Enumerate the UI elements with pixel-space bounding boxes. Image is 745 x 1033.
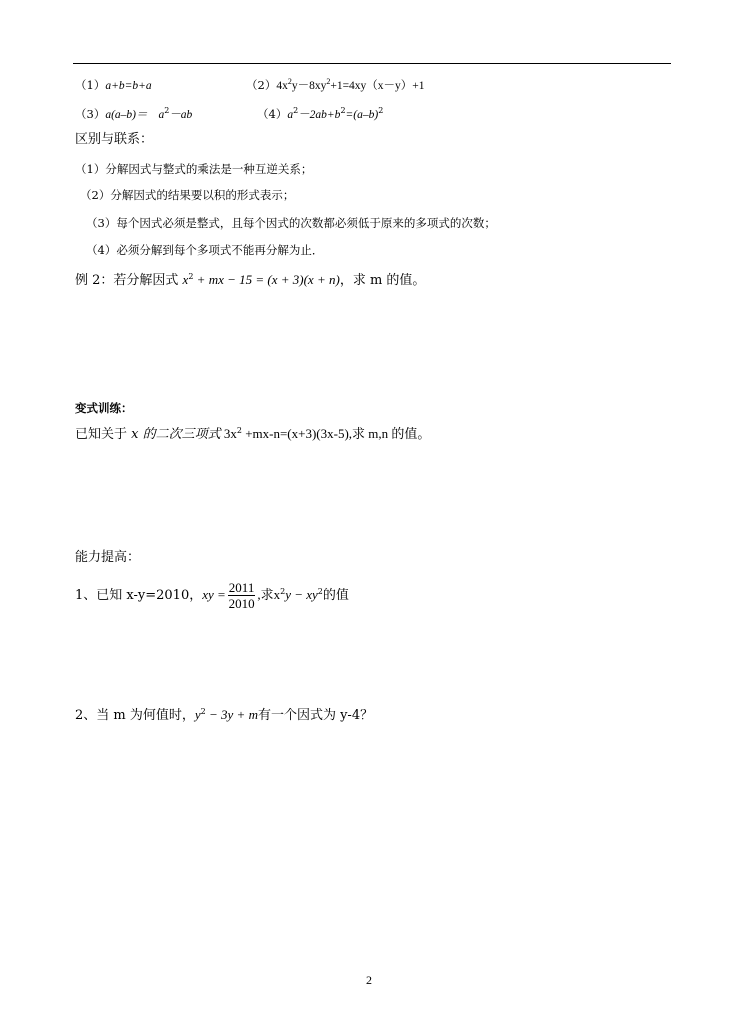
exp-2: 2 (280, 587, 286, 596)
example-2-expr (276, 77, 425, 92)
exp-2: 2 (340, 106, 346, 115)
exp-2: 2 (293, 106, 299, 115)
example-2-prefix: 例 2：若分解因式 (75, 273, 183, 288)
question-2-y: y (194, 707, 201, 722)
exp-2: 2 (317, 587, 323, 596)
question-1-expr-b: y − xy (285, 587, 318, 602)
example-3-part-b: a (158, 109, 165, 121)
example-3-part-c: －ab (169, 109, 193, 121)
example-2-part-b: y－8xy (291, 80, 327, 92)
exp-2: 2 (188, 272, 194, 281)
question-1-xy: xy = (202, 587, 226, 602)
example-4-part-c: =(a–b) (345, 109, 379, 121)
difference-heading: 区别与联系： (75, 132, 154, 147)
exp-2: 2 (326, 77, 331, 86)
question-2-expr: − 3y + m (205, 707, 258, 722)
variant-part-x: x 的二次三项式 (131, 427, 221, 442)
difference-point-3: （3）每个因式必须是整式，且每个因式的次数都必须低于原来的多项式的次数； (86, 216, 496, 230)
example-2-question (75, 272, 425, 289)
difference-point-4: （4）必须分解到每个多项式不能再分解为止． (86, 243, 324, 257)
example-3-part-a: a(a–b)＝ (105, 109, 148, 121)
exp-2: 2 (164, 106, 170, 115)
example-3-label: （3） (75, 107, 106, 121)
example-2-part-a: 4x (276, 80, 288, 92)
example-2-suffix: ，求 m 的值。 (339, 273, 426, 288)
example-4-label: （4） (257, 107, 288, 121)
difference-point-2: （2）分解因式的结果要以积的形式表示； (80, 188, 295, 202)
exp-2: 2 (287, 77, 292, 86)
variant-part-b: 3x (220, 426, 237, 441)
exp-2: 2 (236, 426, 242, 435)
variant-question (75, 426, 430, 443)
example-4-part-b: －2ab+b (298, 109, 341, 121)
question-2-suffix: 有一个因式为 y-4？ (257, 708, 374, 723)
question-1-fraction (228, 580, 256, 611)
ability-question-1 (75, 580, 349, 611)
variant-heading: 变式训练： (75, 401, 133, 415)
question-2-prefix: 2、当 m 为何值时， (75, 708, 195, 723)
fraction-denominator: 2010 (228, 596, 255, 611)
variant-part-a: 已知关于 (75, 427, 132, 442)
page-number: 2 (366, 973, 372, 987)
ability-question-2 (75, 707, 373, 724)
variant-part-c: +mx-n=(x+3)(3x-5),求 m,n 的值。 (241, 426, 431, 441)
example-1-expr: a+b=b+a (105, 80, 152, 92)
example-1-label: （1） (75, 78, 106, 92)
example-4-part-a: a (287, 109, 294, 121)
exp-2: 2 (378, 106, 384, 115)
fraction-numerator: 2011 (228, 580, 255, 595)
example-2 (246, 77, 425, 94)
question-1-suffix: 的值 (322, 588, 349, 603)
question-1-prefix: 1、已知 x-y=2010， (75, 588, 203, 603)
difference-point-1: （1）分解因式与整式的乘法是一种互逆关系； (75, 162, 313, 176)
example-2-label: （2） (246, 78, 277, 92)
header-rule (73, 63, 671, 64)
example-3 (75, 106, 192, 123)
question-1-expr-a: ,求x (257, 587, 281, 602)
example-1 (75, 77, 152, 94)
exp-2: 2 (200, 707, 206, 716)
example-4 (257, 106, 383, 123)
example-2-part-c: +1=4xy（x－y）+1 (330, 80, 425, 92)
example-2-equation: + mx − 15 = (x + 3)(x + n) (193, 272, 340, 287)
ability-heading: 能力提高： (75, 550, 141, 565)
example-2-x: x (182, 272, 189, 287)
